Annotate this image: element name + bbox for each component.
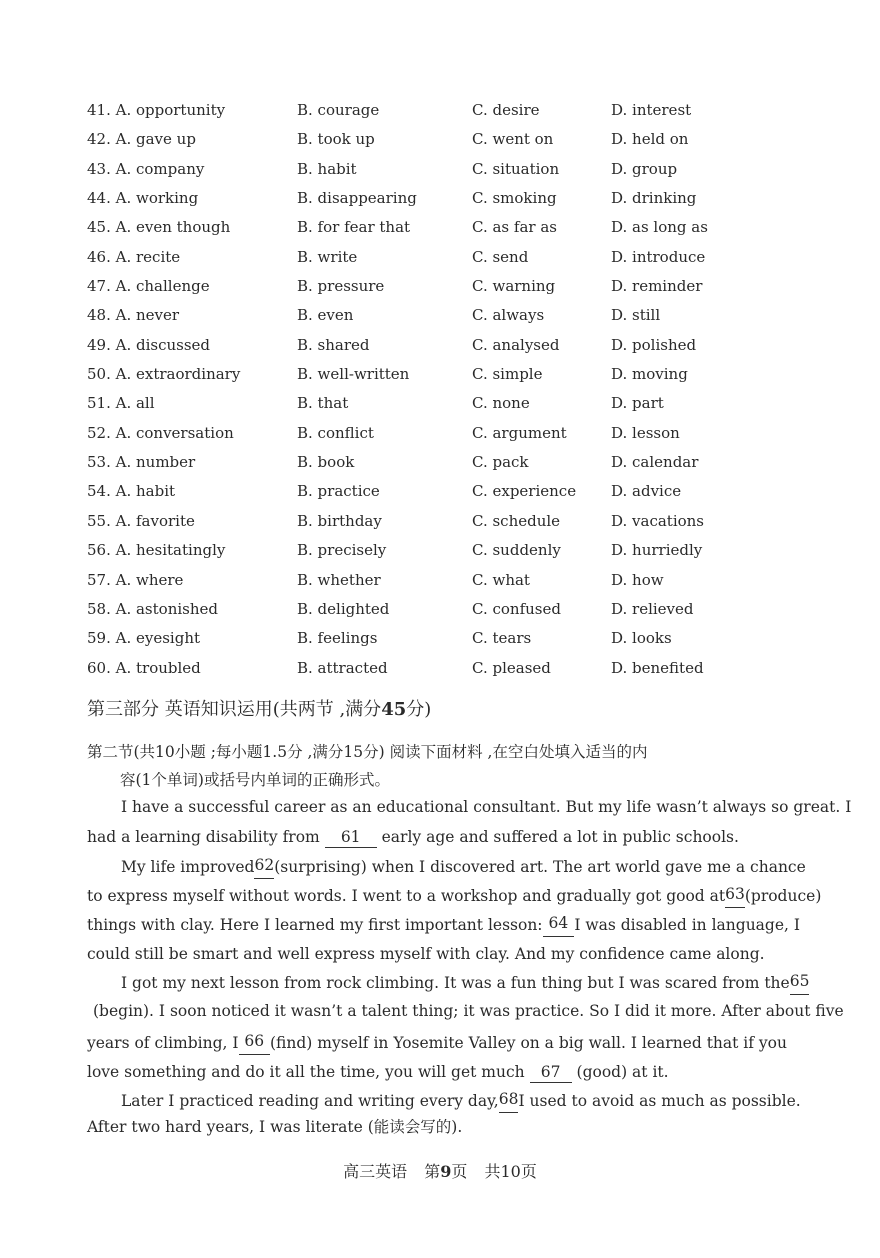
- section-score: 45: [381, 699, 407, 720]
- option-row: [87, 421, 807, 450]
- passage-line: I have a successful career as an educational consultant. But my life wasn’t always so great. I: [121, 798, 852, 816]
- option-d: D. still: [611, 306, 661, 325]
- passage-text: My life improved: [121, 858, 255, 876]
- passage-text: years of climbing, I: [87, 1034, 239, 1052]
- option-c: C. situation: [472, 159, 560, 178]
- option-row: [87, 656, 807, 685]
- blank-61[interactable]: 61: [325, 827, 377, 848]
- option-d: D. vacations: [611, 511, 705, 530]
- option-d: D. hurriedly: [611, 541, 703, 560]
- option-c: C. smoking: [472, 189, 557, 208]
- option-row: [87, 333, 807, 362]
- option-b: B. for fear that: [297, 218, 411, 237]
- option-d: D. polished: [611, 335, 697, 354]
- option-row: [87, 597, 807, 626]
- option-b: B. took up: [297, 130, 375, 149]
- passage-text: I was disabled in language, I: [574, 916, 800, 934]
- option-b: B. delighted: [297, 599, 390, 618]
- passage-text: things with clay. Here I learned my first important lesson:: [87, 916, 543, 934]
- option-c: C. tears: [472, 629, 532, 648]
- option-c: C. suddenly: [472, 541, 561, 560]
- passage-line: [121, 1089, 800, 1113]
- option-b: B. courage: [297, 101, 380, 119]
- option-row: [87, 98, 807, 127]
- option-b: B. shared: [297, 335, 370, 354]
- option-b: B. conflict: [297, 423, 374, 442]
- section-title-text: 第三部分 英语知识运用(共两节 ,满分: [87, 699, 382, 720]
- answer-options-list: [87, 98, 807, 685]
- section-title-end: 分): [406, 699, 432, 720]
- passage-text: (surprising) when I discovered art. The art world gave me a chance: [274, 858, 806, 876]
- passage-text: (find) myself in Yosemite Valley on a big wall. I learned that if you: [270, 1034, 787, 1052]
- option-a: 53. A. number: [87, 453, 196, 472]
- passage-line: [87, 913, 800, 937]
- option-a: 60. A. troubled: [87, 658, 201, 677]
- footer-page: [424, 1162, 467, 1181]
- option-row: [87, 303, 807, 332]
- option-c: C. always: [472, 306, 545, 325]
- option-a: 50. A. extraordinary: [87, 365, 241, 384]
- option-b: B. precisely: [297, 541, 387, 560]
- option-d: D. introduce: [611, 247, 706, 266]
- blank-68[interactable]: 68: [499, 1089, 519, 1113]
- option-a: 58. A. astonished: [87, 599, 218, 618]
- option-c: C. pleased: [472, 658, 551, 677]
- passage-text: love something and do it all the time, you will get much: [87, 1063, 525, 1081]
- passage-line: [121, 971, 810, 995]
- option-a: 52. A. conversation: [87, 423, 234, 442]
- option-b: B. attracted: [297, 658, 388, 677]
- option-c: C. none: [472, 394, 530, 413]
- footer-total-pages: 共10页: [484, 1162, 537, 1181]
- option-b: B. practice: [297, 482, 380, 501]
- passage-line: [87, 884, 822, 908]
- option-d: D. group: [611, 159, 678, 178]
- option-d: D. calendar: [611, 453, 699, 472]
- option-a: 56. A. hesitatingly: [87, 541, 226, 560]
- option-b: B. disappearing: [297, 189, 417, 208]
- option-row: [87, 450, 807, 479]
- option-d: D. held on: [611, 130, 689, 149]
- blank-64[interactable]: 64: [543, 913, 575, 937]
- option-b: B. birthday: [297, 511, 382, 530]
- option-d: D. reminder: [611, 277, 703, 296]
- passage-line: [87, 1060, 669, 1084]
- option-c: C. schedule: [472, 511, 561, 530]
- option-d: D. interest: [611, 101, 692, 119]
- option-c: C. what: [472, 570, 530, 589]
- option-d: D. benefited: [611, 658, 704, 677]
- footer-page-pre: 第: [424, 1162, 441, 1181]
- blank-66[interactable]: 66: [239, 1031, 270, 1055]
- option-row: [87, 538, 807, 567]
- option-row: [87, 215, 807, 244]
- passage-line: [121, 855, 806, 879]
- option-a: 41. A. opportunity: [87, 101, 226, 119]
- option-d: D. part: [611, 394, 664, 413]
- option-a: 45. A. even though: [87, 218, 231, 237]
- option-row: [87, 509, 807, 538]
- section-title: [87, 696, 431, 724]
- option-b: B. write: [297, 247, 358, 266]
- passage-line: [87, 825, 739, 849]
- option-c: C. desire: [472, 101, 540, 119]
- passage-line: [87, 1031, 787, 1055]
- option-b: B. that: [297, 394, 349, 413]
- option-c: C. as far as: [472, 218, 557, 237]
- passage-text: early age and suffered a lot in public schools.: [381, 828, 739, 846]
- option-a: 46. A. recite: [87, 247, 181, 266]
- option-a: 47. A. challenge: [87, 277, 210, 296]
- passage-line: could still be smart and well express myself with clay. And my confidence came along.: [87, 945, 765, 963]
- footer-subject: 高三英语: [343, 1162, 408, 1181]
- passage-line: (begin). I soon noticed it wasn’t a talent thing; it was practice. So I did it more. After about five: [93, 1002, 844, 1020]
- option-c: C. analysed: [472, 335, 560, 354]
- option-c: C. pack: [472, 453, 529, 472]
- option-a: 57. A. where: [87, 570, 184, 589]
- option-a: 51. A. all: [87, 394, 155, 413]
- footer-page-number: 9: [440, 1162, 452, 1181]
- option-b: B. habit: [297, 159, 357, 178]
- passage-text: to express myself without words. I went to a workshop and gradually got good at: [87, 887, 726, 905]
- option-row: [87, 479, 807, 508]
- page-footer: [0, 1160, 880, 1184]
- option-d: D. how: [611, 570, 664, 589]
- option-row: [87, 245, 807, 274]
- option-b: B. even: [297, 306, 354, 325]
- option-b: B. whether: [297, 570, 381, 589]
- footer-page-post: 页: [451, 1162, 468, 1181]
- option-b: B. well-written: [297, 365, 410, 384]
- blank-62[interactable]: 62: [254, 855, 274, 879]
- option-d: D. looks: [611, 629, 672, 648]
- passage-text: I got my next lesson from rock climbing. It was a fun thing but I was scared from the: [121, 974, 790, 992]
- option-c: C. simple: [472, 365, 543, 384]
- option-b: B. book: [297, 453, 355, 472]
- option-row: [87, 391, 807, 420]
- option-d: D. as long as: [611, 218, 708, 237]
- option-a: 55. A. favorite: [87, 511, 195, 530]
- option-b: B. pressure: [297, 277, 385, 296]
- option-d: D. advice: [611, 482, 682, 501]
- option-row: [87, 362, 807, 391]
- option-a: 54. A. habit: [87, 482, 176, 501]
- option-c: C. send: [472, 247, 529, 266]
- option-row: [87, 568, 807, 597]
- passage-line: After two hard years, I was literate (能读会写的).: [87, 1118, 463, 1136]
- option-a: 43. A. company: [87, 159, 205, 178]
- option-row: [87, 157, 807, 186]
- option-d: D. lesson: [611, 423, 680, 442]
- blank-67[interactable]: 67: [530, 1062, 572, 1083]
- option-row: [87, 274, 807, 303]
- option-a: 44. A. working: [87, 189, 199, 208]
- option-d: D. relieved: [611, 599, 694, 618]
- option-a: 59. A. eyesight: [87, 629, 201, 648]
- option-c: C. warning: [472, 277, 556, 296]
- option-b: B. feelings: [297, 629, 378, 648]
- option-row: [87, 626, 807, 655]
- option-c: C. confused: [472, 599, 561, 618]
- blank-63[interactable]: 63: [725, 884, 745, 908]
- option-c: C. went on: [472, 130, 554, 149]
- option-a: 48. A. never: [87, 306, 180, 325]
- passage-text: (good) at it.: [576, 1063, 669, 1081]
- instruction-line-1: 第二节(共10小题 ;每小题1.5分 ,满分15分) 阅读下面材料 ,在空白处填入适当的内: [87, 743, 648, 761]
- option-row: [87, 127, 807, 156]
- blank-65[interactable]: 65: [790, 971, 810, 995]
- option-a: 49. A. discussed: [87, 335, 211, 354]
- instruction-line-2: 容(1个单词)或括号内单词的正确形式。: [120, 771, 390, 789]
- passage-text: (produce): [744, 887, 822, 905]
- passage-text: had a learning disability from: [87, 828, 320, 846]
- passage-text: Later I practiced reading and writing every day,: [121, 1092, 499, 1110]
- option-c: C. argument: [472, 423, 567, 442]
- option-row: [87, 186, 807, 215]
- option-a: 42. A. gave up: [87, 130, 196, 149]
- option-c: C. experience: [472, 482, 577, 501]
- passage-text: I used to avoid as much as possible.: [518, 1092, 801, 1110]
- option-d: D. moving: [611, 365, 688, 384]
- option-d: D. drinking: [611, 189, 697, 208]
